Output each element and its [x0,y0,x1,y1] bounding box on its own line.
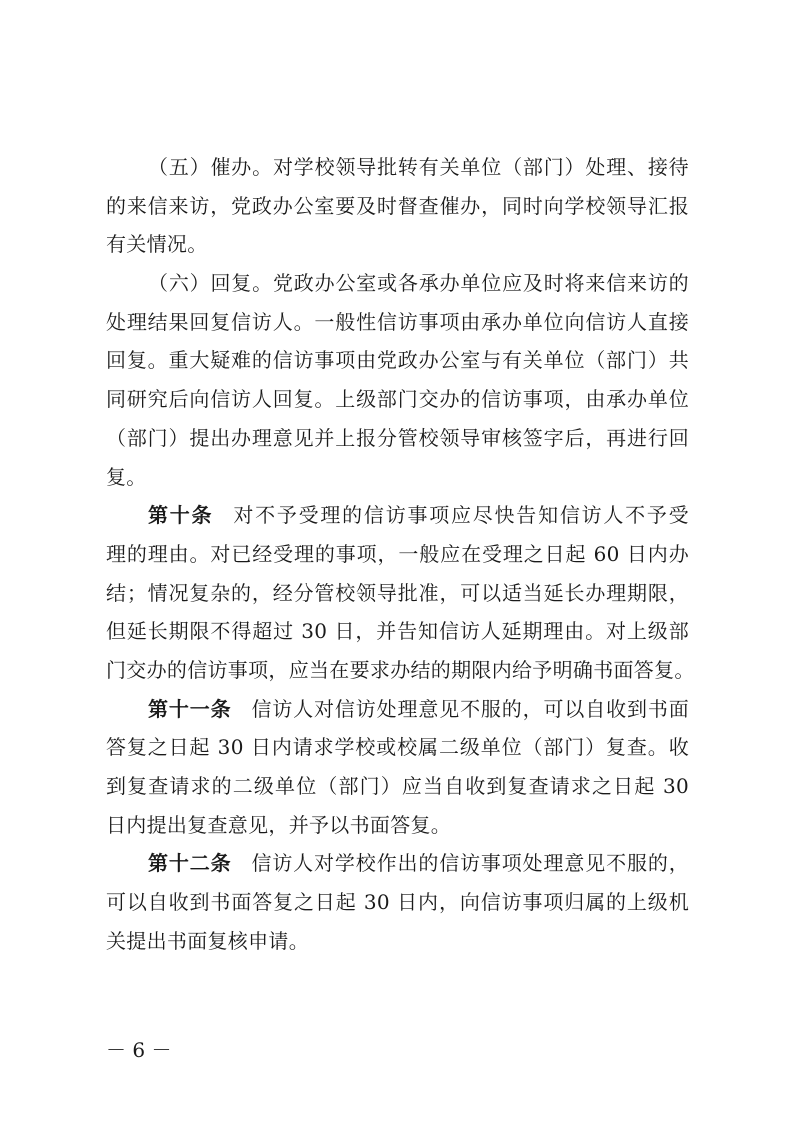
article-heading: 第十二条 [148,851,232,876]
paragraph-text: 复。 [106,464,147,489]
paragraph-text: 门交办的信访事项，应当在要求办结的期限内给予明确书面答复。 [106,657,695,682]
paragraph-huifu-line [106,458,689,497]
paragraph-text: 但延长期限不得超过 30 日，并告知信访人延期理由。对上级部 [106,619,689,644]
article-12-line [106,883,689,922]
article-11-line [106,728,689,767]
paragraph-huifu-line [106,303,689,342]
paragraph-cuiban-line [106,225,689,264]
article-10-line [106,651,695,690]
article-heading: 第十一条 [148,696,232,721]
article-heading: 第十条 [148,503,214,528]
paragraph-text: 到复查请求的二级单位（部门）应当自收到复查请求之日起 30 [106,774,689,798]
article-11-line [106,690,689,729]
article-10-line [106,612,689,651]
article-12-line [106,922,689,961]
article-10-line [106,574,689,613]
paragraph-text: 答复之日起 30 日内请求学校或校属二级单位（部门）复查。收 [106,735,689,760]
article-10-line [106,496,689,535]
paragraph-cuiban-line [106,187,689,226]
paragraph-cuiban-line [106,148,689,187]
paragraph-text: 对不予受理的信访事项应尽快告知信访人不予受 [233,503,689,528]
paragraph-huifu-line [106,419,689,458]
paragraph-text: 结；情况复杂的，经分管校领导批准，可以适当延长办理期限， [106,580,689,605]
document-body [106,148,695,960]
article-12-line [106,844,689,883]
article-11-line [106,806,689,845]
paragraph-text: 信访人对学校作出的信访事项处理意见不服的， [251,851,689,876]
paragraph-text: 日内提出复查意见，并予以书面答复。 [106,812,452,837]
paragraph-text: 信访人对信访处理意见不服的，可以自收到书面 [251,696,689,721]
paragraph-text: （部门）提出办理意见并上报分管校领导审核签字后，再进行回 [106,425,689,450]
article-10-line [106,535,689,574]
paragraph-text: 有关情况。 [106,232,208,257]
paragraph-text: 关提出书面复核申请。 [106,928,309,953]
paragraph-text: 处理结果回复信访人。一般性信访事项由承办单位向信访人直接 [106,309,689,334]
article-11-line [106,767,689,806]
paragraph-text: 回复。重大疑难的信访事项由党政办公室与有关单位（部门）共 [106,348,689,373]
paragraph-huifu-line [106,341,689,380]
paragraph-huifu-line [106,380,689,419]
page-number: － 6 － [106,1038,172,1062]
paragraph-text: 的来信来访，党政办公室要及时督查催办，同时向学校领导汇报 [106,193,689,218]
paragraph-text: 可以自收到书面答复之日起 30 日内，向信访事项归属的上级机 [106,890,689,915]
paragraph-text: 理的理由。对已经受理的事项，一般应在受理之日起 60 日内办 [106,541,689,566]
paragraph-huifu-line [106,264,689,303]
paragraph-text: （五）催办。对学校领导批转有关单位（部门）处理、接待 [148,155,689,179]
paragraph-text: （六）回复。党政办公室或各承办单位应及时将来信来访的 [148,271,689,296]
paragraph-text: 同研究后向信访人回复。上级部门交办的信访事项，由承办单位 [106,387,689,412]
